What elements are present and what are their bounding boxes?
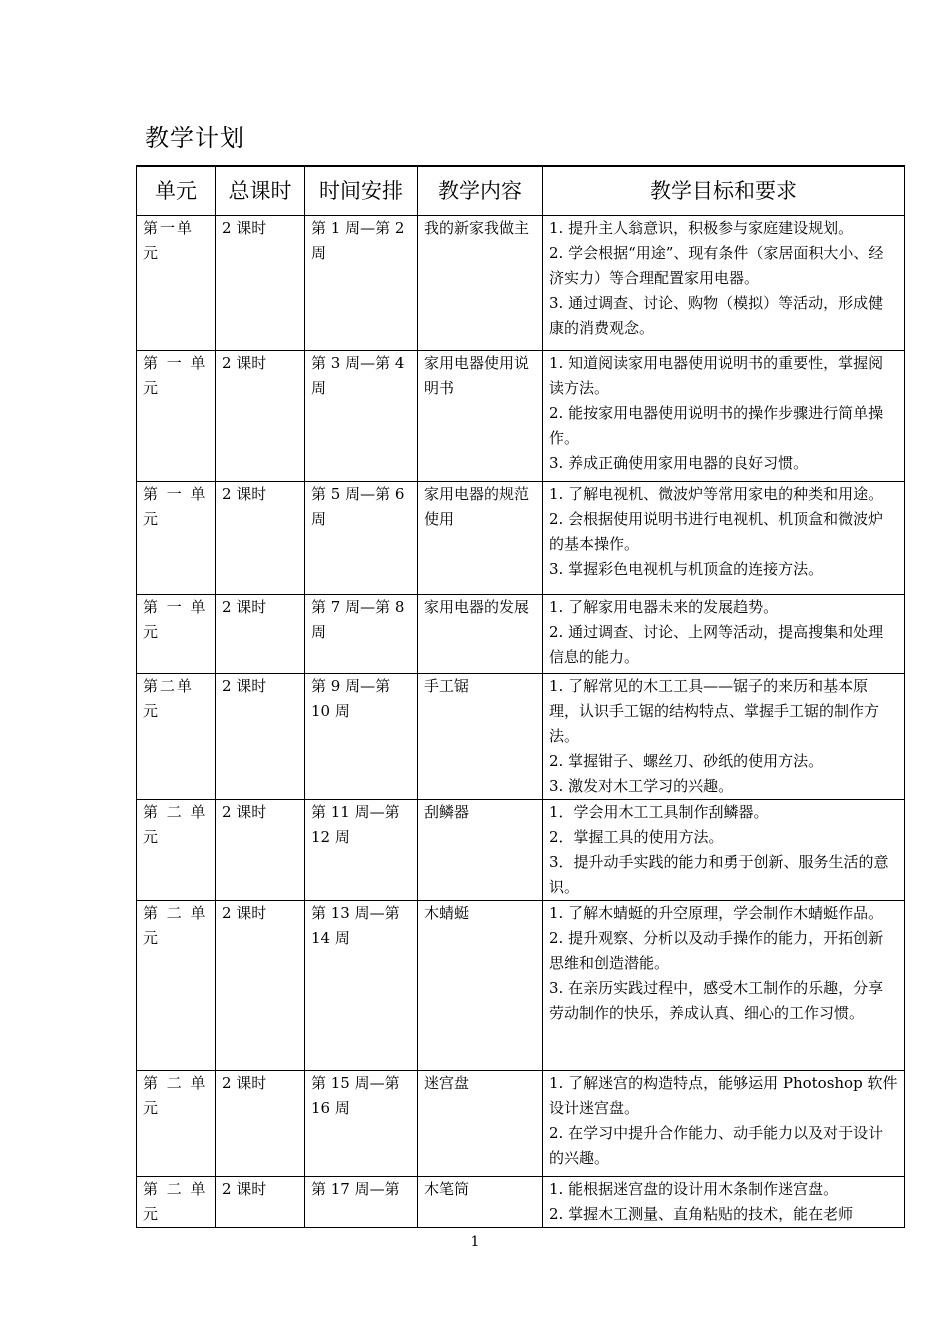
hours-cell: 2 课时	[216, 1177, 305, 1228]
table-row	[137, 901, 905, 1071]
goal-item: 1. 了解家用电器未来的发展趋势。	[549, 598, 779, 616]
goal-item: 1. 能根据迷宫盘的设计用木条制作迷宫盘。	[549, 1180, 839, 1198]
teaching-plan-table	[136, 165, 905, 1228]
content-cell: 我的新家我做主	[418, 216, 543, 351]
goals-cell	[543, 351, 905, 482]
hours-cell: 2 课时	[216, 351, 305, 482]
goal-item: 2. 通过调查、讨论、上网等活动，提高搜集和处理信息的能力。	[549, 623, 884, 666]
hours-cell: 2 课时	[216, 1071, 305, 1177]
unit-cell: 第 二 单元	[137, 1071, 216, 1177]
hours-cell: 2 课时	[216, 901, 305, 1071]
content-cell: 家用电器使用说明书	[418, 351, 543, 482]
table-row	[137, 595, 905, 674]
goals-cell	[543, 216, 905, 351]
unit-cell: 第 二 单元	[137, 800, 216, 901]
unit-cell: 第一单元	[137, 216, 216, 351]
page-title: 教学计划	[145, 124, 245, 152]
page-number: 1	[470, 1234, 480, 1250]
goals-cell	[543, 1177, 905, 1228]
unit-cell: 第 二 单元	[137, 901, 216, 1071]
goal-item: 1．学会用木工工具制作刮鳞器。	[549, 803, 769, 821]
unit-cell: 第 二 单元	[137, 1177, 216, 1228]
content-cell: 迷宫盘	[418, 1071, 543, 1177]
header-total-hours: 总课时	[216, 166, 305, 216]
header-unit: 单元	[137, 166, 216, 216]
content-cell: 木蜻蜓	[418, 901, 543, 1071]
weeks-cell: 第 11 周—第 12 周	[305, 800, 418, 901]
goal-item: 2. 掌握钳子、螺丝刀、砂纸的使用方法。	[549, 752, 824, 770]
table-row	[137, 351, 905, 482]
hours-cell: 2 课时	[216, 595, 305, 674]
goal-item: 3. 激发对木工学习的兴趣。	[549, 777, 734, 795]
hours-cell: 2 课时	[216, 800, 305, 901]
header-schedule: 时间安排	[305, 166, 418, 216]
hours-cell: 2 课时	[216, 674, 305, 800]
weeks-cell: 第 5 周—第 6 周	[305, 482, 418, 595]
table-body	[137, 216, 905, 1228]
table-row	[137, 674, 905, 800]
weeks-cell: 第 7 周—第 8 周	[305, 595, 418, 674]
goal-item: 2．掌握工具的使用方法。	[549, 828, 724, 846]
hours-cell: 2 课时	[216, 216, 305, 351]
goal-item: 1. 了解常见的木工工具——锯子的来历和基本原理，认识手工锯的结构特点、掌握手工锯的制作方法。	[549, 677, 880, 745]
unit-cell: 第 一 单元	[137, 482, 216, 595]
goal-item: 3. 养成正确使用家用电器的良好习惯。	[549, 454, 809, 472]
content-cell: 刮鳞器	[418, 800, 543, 901]
table-header-row	[137, 166, 905, 216]
goals-cell	[543, 482, 905, 595]
goal-item: 3. 掌握彩色电视机与机顶盒的连接方法。	[549, 560, 824, 578]
goals-cell	[543, 595, 905, 674]
goal-item: 2. 学会根据“用途”、现有条件（家居面积大小、经济实力）等合理配置家用电器。	[549, 244, 884, 287]
goals-cell	[543, 1071, 905, 1177]
unit-cell: 第 一 单元	[137, 351, 216, 482]
goal-item: 1. 了解电视机、微波炉等常用家电的种类和用途。	[549, 485, 884, 503]
table-row	[137, 1177, 905, 1228]
header-content: 教学内容	[418, 166, 543, 216]
weeks-cell: 第 15 周—第 16 周	[305, 1071, 418, 1177]
table-row	[137, 800, 905, 901]
goals-cell	[543, 674, 905, 800]
goal-item: 3. 在亲历实践过程中，感受木工制作的乐趣，分享劳动制作的快乐，养成认真、细心的工作习惯。	[549, 979, 884, 1022]
goal-item: 1. 提升主人翁意识，积极参与家庭建设规划。	[549, 219, 854, 237]
weeks-cell: 第 17 周—第	[305, 1177, 418, 1228]
hours-cell: 2 课时	[216, 482, 305, 595]
content-cell: 家用电器的规范使用	[418, 482, 543, 595]
weeks-cell: 第 1 周—第 2 周	[305, 216, 418, 351]
content-cell: 家用电器的发展	[418, 595, 543, 674]
goal-item: 2. 在学习中提升合作能力、动手能力以及对于设计的兴趣。	[549, 1124, 884, 1167]
weeks-cell: 第 3 周—第 4 周	[305, 351, 418, 482]
goal-item: 3. 通过调查、讨论、购物（模拟）等活动，形成健康的消费观念。	[549, 294, 884, 337]
unit-cell: 第二单元	[137, 674, 216, 800]
content-cell: 木笔筒	[418, 1177, 543, 1228]
goals-cell	[543, 901, 905, 1071]
goal-item: 3．提升动手实践的能力和勇于创新、服务生活的意识。	[549, 853, 889, 896]
content-cell: 手工锯	[418, 674, 543, 800]
goal-item: 2. 能按家用电器使用说明书的操作步骤进行简单操作。	[549, 404, 884, 447]
unit-cell: 第 一 单元	[137, 595, 216, 674]
goal-item: 2. 掌握木工测量、直角粘贴的技术，能在老师	[549, 1205, 854, 1223]
goal-item: 1. 知道阅读家用电器使用说明书的重要性，掌握阅读方法。	[549, 354, 884, 397]
header-goals: 教学目标和要求	[543, 166, 905, 216]
goal-item: 1. 了解迷宫的构造特点，能够运用 Photoshop 软件设计迷宫盘。	[549, 1074, 898, 1117]
goal-item: 2. 提升观察、分析以及动手操作的能力，开拓创新思维和创造潜能。	[549, 929, 884, 972]
goal-item: 1. 了解木蜻蜓的升空原理，学会制作木蜻蜓作品。	[549, 904, 884, 922]
weeks-cell: 第 9 周—第 10 周	[305, 674, 418, 800]
goals-cell	[543, 800, 905, 901]
table-row	[137, 482, 905, 595]
goal-item: 2. 会根据使用说明书进行电视机、机顶盒和微波炉的基本操作。	[549, 510, 884, 553]
table-row	[137, 1071, 905, 1177]
weeks-cell: 第 13 周—第 14 周	[305, 901, 418, 1071]
table-row	[137, 216, 905, 351]
